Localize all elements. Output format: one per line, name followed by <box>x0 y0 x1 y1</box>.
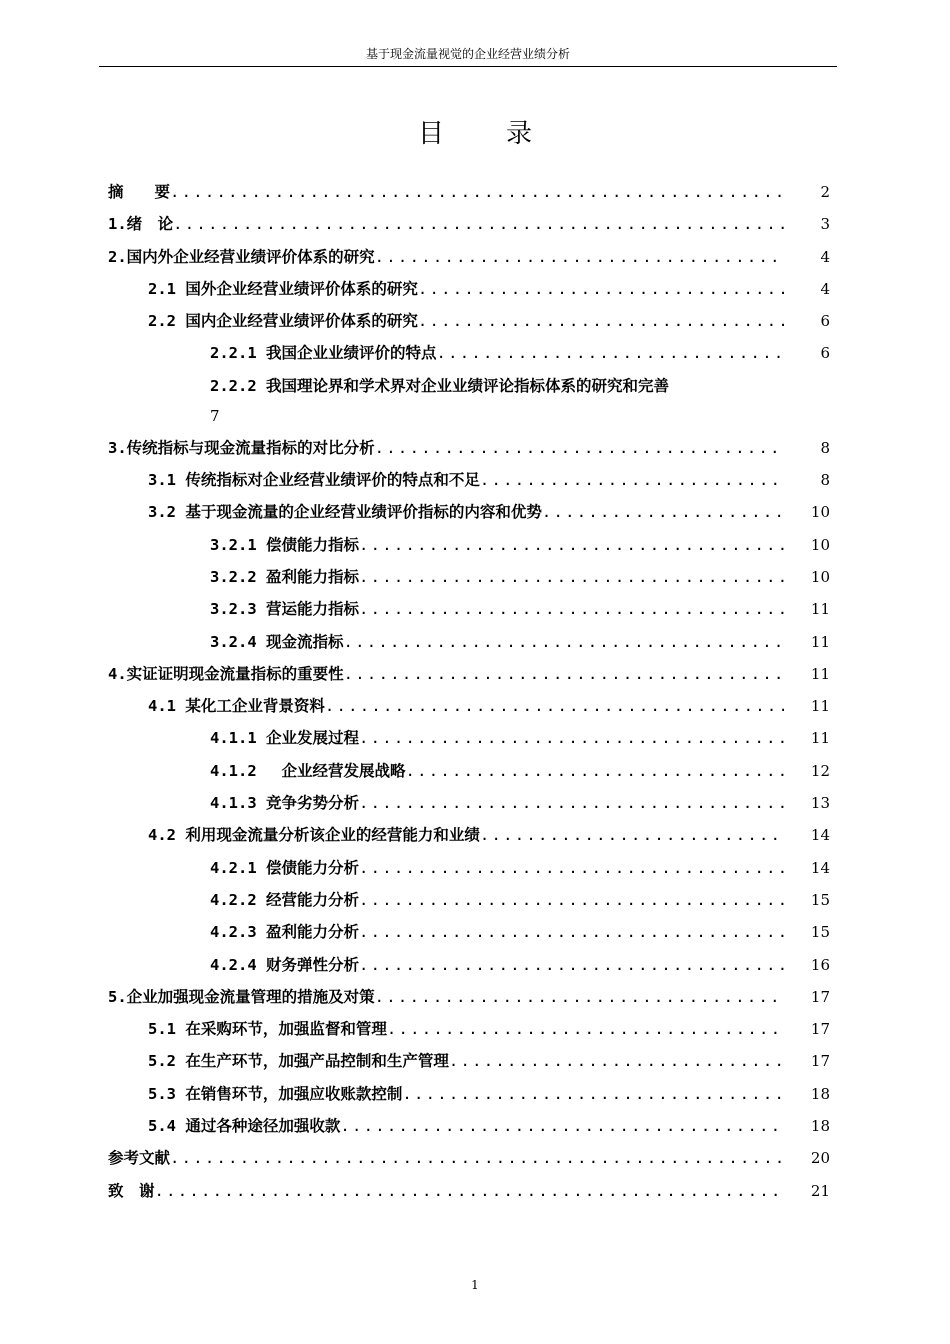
toc-entry-label: 2.2.1 我国企业业绩评价的特点 <box>210 344 437 363</box>
toc-entry-page: 4 <box>820 247 830 266</box>
toc-entry-acknowledgements[interactable] <box>108 1179 830 1211</box>
toc-entry-label: 5.4 通过各种途径加强收款 <box>148 1117 341 1136</box>
dot-leader <box>375 439 784 457</box>
toc-entry-page: 2 <box>820 183 830 201</box>
toc-entry-page: 18 <box>810 1084 830 1103</box>
dot-leader <box>359 956 784 974</box>
toc-entry-page: 17 <box>810 987 830 1006</box>
toc-entry-label: 4.2.2 经营能力分析 <box>210 890 359 909</box>
toc-entry-4-2-4[interactable] <box>108 953 830 985</box>
toc-entry-4-1-3[interactable] <box>108 791 830 823</box>
toc-entry-page: 11 <box>810 729 830 748</box>
toc-entry-page: 10 <box>810 535 830 554</box>
toc-entry-label: 3.2.2 盈利能力指标 <box>210 567 359 586</box>
dot-leader <box>170 183 784 201</box>
toc-entry-4[interactable] <box>108 662 830 694</box>
toc-entry-page: 17 <box>810 1052 830 1071</box>
toc-entry-page: 11 <box>810 697 830 716</box>
toc-entry-abstract[interactable] <box>108 180 830 212</box>
toc-entry-2-2-2[interactable] <box>108 374 830 404</box>
toc-entry-label: 5.1 在采购环节，加强监督和管理 <box>148 1020 387 1039</box>
toc-entry-page: 16 <box>810 955 830 974</box>
page-number: 1 <box>471 1278 479 1292</box>
toc-entry-label: 5.企业加强现金流量管理的措施及对策 <box>108 987 375 1006</box>
toc-entry-4-2[interactable] <box>108 823 830 855</box>
toc-entry-label: 4.1.2 企业经营发展战略 <box>210 761 406 780</box>
toc-entry-label: 3.2 基于现金流量的企业经营业绩评价指标的内容和优势 <box>148 503 542 522</box>
toc-entry-page: 14 <box>810 826 830 845</box>
toc-entry-5-2[interactable] <box>108 1049 830 1081</box>
toc-entry-4-2-2[interactable] <box>108 888 830 920</box>
toc-entry-page: 10 <box>810 567 830 586</box>
toc-entry-3-1[interactable] <box>108 468 830 500</box>
toc-entry-page: 6 <box>820 344 830 363</box>
dot-leader <box>325 697 784 715</box>
toc-entry-page: 14 <box>810 858 830 877</box>
toc-entry-3-2-2[interactable] <box>108 565 830 597</box>
toc-entry-label: 4.2.4 财务弹性分析 <box>210 955 359 974</box>
dot-leader <box>480 826 784 844</box>
dot-leader <box>359 891 784 909</box>
dot-leader <box>375 988 784 1006</box>
dot-leader <box>155 1182 784 1200</box>
dot-leader <box>402 1085 784 1103</box>
toc-entry-label: 致 谢 <box>108 1181 155 1200</box>
toc-entry-page: 20 <box>810 1149 830 1168</box>
toc-entry-page: 8 <box>820 471 830 490</box>
toc-entry-label: 参考文献 <box>108 1149 171 1168</box>
toc-entry-label: 4.1 某化工企业背景资料 <box>148 697 325 716</box>
toc-entry-label: 4.2.1 偿债能力分析 <box>210 858 359 877</box>
dot-leader <box>170 1149 784 1167</box>
dot-leader <box>359 600 784 618</box>
toc-entry-label: 5.2 在生产环节，加强产品控制和生产管理 <box>148 1052 449 1071</box>
dot-leader <box>344 665 784 683</box>
dot-leader <box>449 1052 784 1070</box>
toc-entry-2-2-1[interactable] <box>108 341 830 373</box>
toc-entry-5[interactable] <box>108 985 830 1017</box>
dot-leader <box>359 729 784 747</box>
toc-entry-4-1-1[interactable] <box>108 726 830 758</box>
toc-entry-references[interactable] <box>108 1146 830 1178</box>
toc-title: 目录 <box>417 119 594 149</box>
dot-leader <box>173 215 784 233</box>
toc-entry-page: 11 <box>810 632 830 651</box>
toc-entry-label: 4.2.3 盈利能力分析 <box>210 923 359 942</box>
toc-entry-page: 15 <box>810 923 830 942</box>
toc-entry-2-1[interactable] <box>108 277 830 309</box>
toc-entry-page: 7 <box>210 406 220 425</box>
dot-leader <box>359 859 784 877</box>
toc-entry-label: 1.绪 论 <box>108 215 174 234</box>
toc-entry-page: 12 <box>810 761 830 780</box>
toc-entry-label: 4.1.1 企业发展过程 <box>210 729 359 748</box>
toc-entry-3-2[interactable] <box>108 500 830 532</box>
toc-entry-page: 15 <box>810 890 830 909</box>
dot-leader <box>359 923 784 941</box>
dot-leader <box>542 503 784 521</box>
toc-entry-2-2[interactable] <box>108 309 830 341</box>
toc-entry-2[interactable] <box>108 245 830 277</box>
toc-entry-5-3[interactable] <box>108 1082 830 1114</box>
dot-leader <box>344 633 785 651</box>
toc-entry-page: 4 <box>820 279 830 298</box>
toc-entry-page: 10 <box>810 503 830 522</box>
toc-entry-page: 8 <box>820 438 830 457</box>
dot-leader <box>437 344 785 362</box>
toc-entry-label: 5.3 在销售环节，加强应收账款控制 <box>148 1084 403 1103</box>
toc-entry-3-2-3[interactable] <box>108 597 830 629</box>
toc-entry-3-2-1[interactable] <box>108 533 830 565</box>
toc-entry-page: 3 <box>820 215 830 234</box>
dot-leader <box>480 471 784 489</box>
dot-leader <box>418 312 784 330</box>
toc-entry-label: 4.1.3 竞争劣势分析 <box>210 794 359 813</box>
toc-entry-label: 2.2.2 我国理论界和学术界对企业业绩评论指标体系的研究和完善 <box>210 376 669 395</box>
toc-entry-page: 21 <box>810 1181 830 1200</box>
toc-entry-page: 13 <box>810 794 830 813</box>
dot-leader <box>418 280 784 298</box>
toc-entry-page: 11 <box>810 664 830 683</box>
toc-entry-5-1[interactable] <box>108 1017 830 1049</box>
toc-entry-5-4[interactable] <box>108 1114 830 1146</box>
toc-entry-page: 18 <box>810 1117 830 1136</box>
toc-entry-3[interactable] <box>108 436 830 468</box>
toc-entry-label: 2.1 国外企业经营业绩评价体系的研究 <box>148 279 418 298</box>
table-of-contents <box>108 180 830 1211</box>
toc-entry-1[interactable] <box>108 212 830 244</box>
toc-entry-label: 3.2.4 现金流指标 <box>210 632 344 651</box>
dot-leader <box>340 1117 784 1135</box>
toc-entry-page: 6 <box>820 312 830 331</box>
toc-entry-4-2-1[interactable] <box>108 856 830 888</box>
dot-leader <box>406 762 785 780</box>
dot-leader <box>359 794 784 812</box>
toc-entry-label: 2.2 国内企业经营业绩评价体系的研究 <box>148 312 418 331</box>
dot-leader <box>359 536 784 554</box>
toc-entry-page: 11 <box>810 600 830 619</box>
dot-leader <box>359 568 784 586</box>
running-header: 基于现金流量视觉的企业经营业绩分析 <box>99 44 837 67</box>
toc-entry-label: 摘 要 <box>108 183 171 201</box>
toc-entry-label: 3.1 传统指标对企业经营业绩评价的特点和不足 <box>148 471 480 490</box>
toc-entry-label: 2.国内外企业经营业绩评价体系的研究 <box>108 247 375 266</box>
toc-entry-4-2-3[interactable] <box>108 920 830 952</box>
toc-entry-3-2-4[interactable] <box>108 630 830 662</box>
toc-entry-page: 17 <box>810 1020 830 1039</box>
dot-leader <box>387 1020 784 1038</box>
toc-entry-label: 3.2.1 偿债能力指标 <box>210 535 359 554</box>
toc-entry-label: 4.实证证明现金流量指标的重要性 <box>108 664 344 683</box>
toc-entry-label: 4.2 利用现金流量分析该企业的经营能力和业绩 <box>148 826 480 845</box>
toc-entry-label: 3.2.3 营运能力指标 <box>210 600 359 619</box>
toc-entry-4-1[interactable] <box>108 694 830 726</box>
dot-leader <box>375 248 784 266</box>
toc-entry-label: 3.传统指标与现金流量指标的对比分析 <box>108 438 375 457</box>
toc-entry-4-1-2[interactable] <box>108 759 830 791</box>
